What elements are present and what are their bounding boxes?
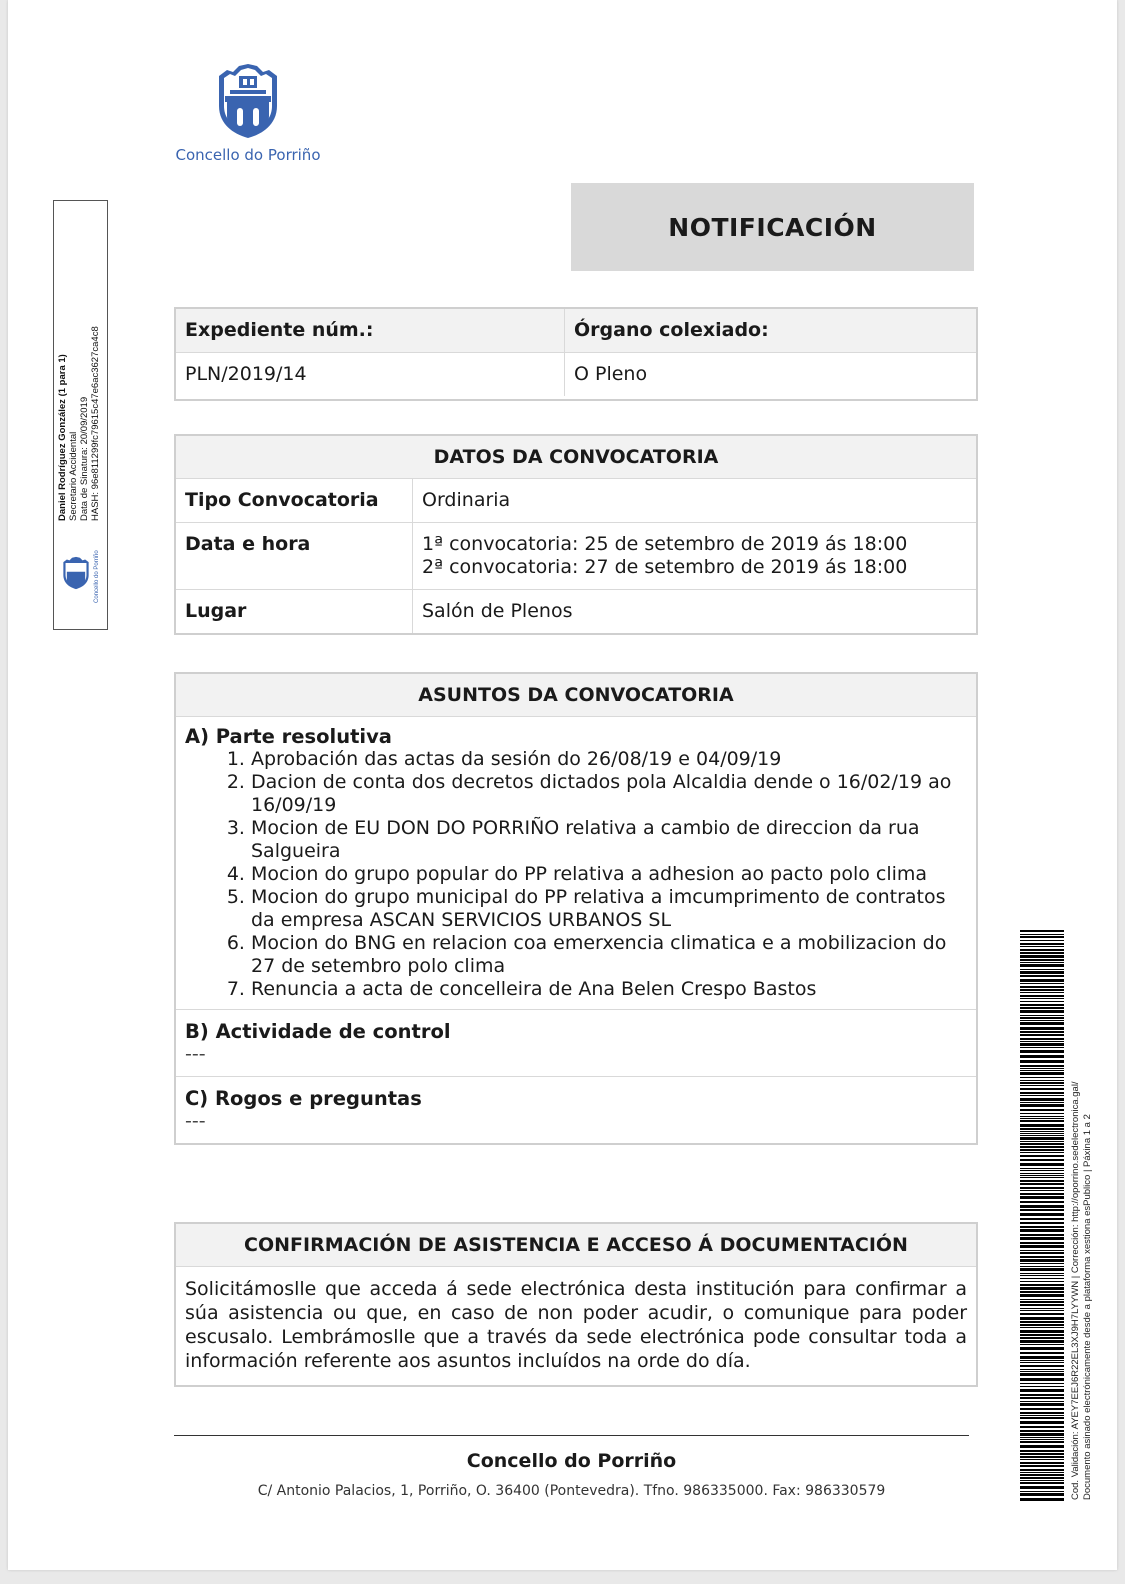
document-page: [8, 0, 1117, 1570]
barcode-bar: [1020, 1015, 1064, 1016]
section-c-content: ---: [185, 1110, 206, 1132]
barcode-bar: [1020, 934, 1064, 935]
barcode-bar: [1020, 1242, 1064, 1244]
section-rogos-preguntas: [176, 1077, 976, 1143]
barcode-bar: [1020, 1389, 1064, 1392]
barcode-bar: [1020, 1252, 1064, 1254]
barcode-bar: [1020, 1330, 1064, 1333]
barcode-bar: [1020, 1187, 1064, 1189]
barcode-bar: [1020, 1168, 1064, 1169]
barcode-bar: [1020, 1412, 1064, 1414]
signature-stamp: [53, 200, 108, 630]
barcode-bar: [1020, 1263, 1064, 1264]
barcode-bar: [1020, 1291, 1064, 1293]
barcode-bar: [1020, 1043, 1064, 1046]
barcode-bar: [1020, 1465, 1064, 1467]
barcode-bar: [1020, 1403, 1064, 1406]
barcode-bar: [1020, 1415, 1064, 1416]
barcode-bar: [1020, 1491, 1064, 1492]
section-b-content: ---: [185, 1043, 206, 1065]
barcode-bar: [1020, 1095, 1064, 1096]
barcode-bar: [1020, 1324, 1064, 1326]
barcode-bar: [1020, 969, 1064, 970]
barcode-bar: [1020, 1327, 1064, 1328]
barcode-bar: [1020, 1313, 1064, 1315]
barcode-bar: [1020, 1317, 1064, 1320]
barcode-bar: [1020, 936, 1064, 938]
barcode-bar: [1020, 1152, 1064, 1153]
section-b-title: B) Actividade de control: [185, 1020, 451, 1043]
barcode-bar: [1020, 1124, 1064, 1127]
barcode-bar: [1020, 1278, 1064, 1279]
agenda-item: 7. Renuncia a acta de concelleira de Ana Belen Crespo Bastos: [251, 978, 967, 1001]
stamp-date: Data de Sinatura: 20/09/2019: [79, 396, 90, 521]
barcode-bar: [1020, 1038, 1064, 1040]
lugar-value: Salón de Plenos: [422, 600, 573, 622]
barcode-bar: [1020, 1421, 1064, 1424]
asuntos-convocatoria-table: [174, 672, 978, 1145]
barcode-bar: [1020, 1141, 1064, 1142]
primeira-convocatoria: 1ª convocatoria: 25 de setembro de 2019 ás 18:00: [422, 533, 908, 555]
validation-line-2: Documento asinado electrónicamente desde a plataforma xestiona esPublico | Páxina 1 a 2: [1082, 1114, 1093, 1500]
footer-address: C/ Antonio Palacios, 1, Porriño, O. 36400 (Pontevedra). Tfno. 986335000. Fax: 986330579: [257, 1483, 886, 1499]
barcode-bar: [1020, 1022, 1064, 1025]
barcode-bar: [1020, 1072, 1064, 1075]
barcode-bar: [1020, 1378, 1064, 1381]
barcode-bar: [1020, 986, 1064, 988]
organo-label: Órgano colexiado:: [565, 309, 976, 352]
coat-of-arms-icon: [215, 62, 281, 140]
barcode-bar: [1020, 1266, 1064, 1267]
barcode-bar: [1020, 1173, 1064, 1174]
barcode-bar: [1020, 1371, 1064, 1372]
datos-convocatoria-table: [174, 434, 978, 635]
organo-value: O Pleno: [574, 363, 648, 385]
barcode-bar: [1020, 943, 1064, 945]
agenda-item: 1. Aprobación das actas da sesión do 26/08/19 e 04/09/19: [251, 748, 967, 771]
datos-header: DATOS DA CONVOCATORIA: [176, 436, 976, 478]
barcode-bar: [1020, 1098, 1064, 1101]
document-title-box: [571, 183, 974, 271]
barcode-bar: [1020, 1352, 1064, 1354]
barcode-bar: [1020, 975, 1064, 977]
barcode-bar: [1020, 1109, 1064, 1111]
barcode-bar: [1020, 1347, 1064, 1350]
barcode-bar: [1020, 1163, 1064, 1166]
barcode-bar: [1020, 1472, 1064, 1473]
barcode-bar: [1020, 1321, 1064, 1323]
tipo-label: Tipo Convocatoria: [176, 479, 413, 522]
logo-text: Concello do Porriño: [175, 146, 321, 164]
barcode-bar: [1020, 930, 1064, 932]
barcode-bar: [1020, 1268, 1064, 1271]
barcode-bar: [1020, 1116, 1064, 1117]
barcode-bar: [1020, 1068, 1064, 1069]
barcode-bar: [1020, 1034, 1064, 1036]
barcode-bar: [1020, 1209, 1064, 1211]
barcode-bar: [1020, 1131, 1064, 1132]
barcode-bar: [1020, 1430, 1064, 1432]
barcode-bar: [1020, 1437, 1064, 1438]
barcode-bar: [1020, 1133, 1064, 1134]
barcode-bar: [1020, 979, 1064, 982]
agenda-item: 6. Mocion do BNG en relacion coa emerxencia climatica e a mobilizacion do 27 de setembro polo clima: [251, 932, 967, 978]
barcode-bar: [1020, 1143, 1064, 1145]
barcode-bar: [1020, 1137, 1064, 1140]
barcode-bar: [1020, 1055, 1064, 1058]
barcode-bar: [1020, 1222, 1064, 1224]
barcode-bar: [1020, 1360, 1064, 1361]
lugar-label: Lugar: [176, 590, 413, 633]
agenda-item: 4. Mocion do grupo popular do PP relativa a adhesion ao pacto polo clima: [251, 863, 967, 886]
barcode-bar: [1020, 1273, 1064, 1274]
barcode-bar: [1020, 1237, 1064, 1240]
barcode-bar: [1020, 1065, 1064, 1067]
barcode-bar: [1020, 1426, 1064, 1428]
barcode-bar: [1020, 1120, 1064, 1122]
barcode-bar: [1020, 1337, 1064, 1339]
barcode-bar: [1020, 1218, 1064, 1220]
barcode-bar: [1020, 1493, 1064, 1496]
barcode-bar: [1020, 1486, 1064, 1489]
barcode-bar: [1020, 1453, 1064, 1455]
barcode-bar: [1020, 1334, 1064, 1336]
barcode-bar: [1020, 1365, 1064, 1367]
barcode-bar: [1020, 1213, 1064, 1216]
confirmacion-box: [174, 1222, 978, 1387]
barcode-bar: [1020, 1369, 1064, 1370]
barcode-bar: [1020, 1294, 1064, 1297]
barcode-bar: [1020, 1275, 1064, 1276]
barcode-bar: [1020, 1401, 1064, 1402]
barcode-bar: [1020, 1031, 1064, 1033]
barcode-bar: [1020, 964, 1064, 967]
barcode-bar: [1020, 1201, 1064, 1203]
barcode-bar: [1020, 971, 1064, 974]
barcode-bar: [1020, 1135, 1064, 1136]
barcode-bar: [1020, 940, 1064, 941]
barcode-bar: [1020, 1104, 1064, 1107]
barcode-bar: [1020, 1373, 1064, 1376]
barcode-bar: [1020, 992, 1064, 993]
agenda-item: 2. Dacion de conta dos decretos dictados pola Alcaldia dende o 16/02/19 ao 16/09/19: [251, 771, 967, 817]
barcode-bar: [1020, 1256, 1064, 1258]
stamp-logo-icon: [60, 556, 92, 594]
stamp-logo-label: Concello do Porriño: [94, 550, 100, 603]
barcode: [1020, 930, 1064, 1502]
barcode-bar: [1020, 1356, 1064, 1359]
barcode-bar: [1020, 1155, 1064, 1157]
stamp-role: Secretario Accidental: [68, 431, 79, 521]
barcode-bar: [1020, 989, 1064, 991]
barcode-bar: [1020, 1146, 1064, 1148]
barcode-bar: [1020, 1498, 1064, 1501]
barcode-bar: [1020, 1397, 1064, 1399]
barcode-bar: [1020, 1362, 1064, 1363]
barcode-bar: [1020, 1408, 1064, 1410]
barcode-bar: [1020, 1175, 1064, 1176]
barcode-bar: [1020, 1205, 1064, 1208]
barcode-bar: [1020, 1007, 1064, 1009]
barcode-bar: [1020, 1001, 1064, 1002]
barcode-bar: [1020, 995, 1064, 997]
barcode-bar: [1020, 983, 1064, 984]
barcode-bar: [1020, 1304, 1064, 1306]
barcode-bar: [1020, 959, 1064, 961]
barcode-bar: [1020, 949, 1064, 951]
barcode-bar: [1020, 1287, 1064, 1290]
data-hora-value: [413, 523, 976, 589]
barcode-bar: [1020, 1041, 1064, 1042]
barcode-bar: [1020, 998, 1064, 999]
barcode-bar: [1020, 1077, 1064, 1078]
barcode-bar: [1020, 955, 1064, 958]
agenda-list: [185, 748, 967, 1001]
barcode-bar: [1020, 1310, 1064, 1311]
barcode-bar: [1020, 1180, 1064, 1182]
barcode-bar: [1020, 1445, 1064, 1448]
barcode-bar: [1020, 1477, 1064, 1479]
barcode-bar: [1020, 1245, 1064, 1248]
asuntos-header: ASUNTOS DA CONVOCATORIA: [176, 674, 976, 716]
barcode-bar: [1020, 1433, 1064, 1436]
barcode-bar: [1020, 1085, 1064, 1086]
barcode-bar: [1020, 1092, 1064, 1094]
barcode-bar: [1020, 1229, 1064, 1232]
barcode-bar: [1020, 1193, 1064, 1195]
stamp-signer: Daniel Rodríguez González (1 para 1): [57, 354, 68, 521]
barcode-bar: [1020, 1344, 1064, 1345]
agenda-item: 3. Mocion de EU DON DO PORRIÑO relativa a cambio de direccion da rua Salgueira: [251, 817, 967, 863]
barcode-bar: [1020, 1383, 1064, 1384]
barcode-bar: [1020, 1469, 1064, 1471]
barcode-bar: [1020, 1417, 1064, 1419]
confirm-header: CONFIRMACIÓN DE ASISTENCIA E ACCESO Á DOCUMENTACIÓN: [176, 1224, 976, 1266]
barcode-bar: [1020, 1017, 1064, 1019]
barcode-bar: [1020, 1386, 1064, 1387]
segunda-convocatoria: 2ª convocatoria: 27 de setembro de 2019 ás 18:00: [422, 556, 908, 578]
data-hora-label: Data e hora: [176, 523, 413, 589]
barcode-bar: [1020, 1456, 1064, 1458]
barcode-bar: [1020, 1159, 1064, 1161]
barcode-bar: [1020, 1170, 1064, 1171]
barcode-bar: [1020, 1259, 1064, 1262]
barcode-bar: [1020, 1088, 1064, 1090]
barcode-bar: [1020, 1070, 1064, 1071]
barcode-bar: [1020, 1394, 1064, 1396]
barcode-bar: [1020, 1301, 1064, 1303]
barcode-bar: [1020, 1050, 1064, 1053]
barcode-bar: [1020, 1102, 1064, 1103]
section-c-title: C) Rogos e preguntas: [185, 1087, 422, 1110]
section-actividade-control: [176, 1010, 976, 1076]
barcode-bar: [1020, 1047, 1064, 1048]
section-a-title: A) Parte resolutiva: [185, 725, 392, 748]
barcode-bar: [1020, 946, 1064, 947]
tipo-value: Ordinaria: [422, 489, 511, 511]
expediente-table: [174, 307, 978, 401]
barcode-bar: [1020, 1439, 1064, 1440]
barcode-bar: [1020, 1060, 1064, 1063]
barcode-bar: [1020, 1308, 1064, 1309]
concello-logo: [168, 62, 328, 164]
barcode-bar: [1020, 1226, 1064, 1228]
barcode-bar: [1020, 1234, 1064, 1236]
section-parte-resolutiva: [176, 717, 976, 1009]
barcode-bar: [1020, 1462, 1064, 1464]
barcode-bar: [1020, 1480, 1064, 1481]
validation-text: [1070, 1010, 1094, 1500]
barcode-bar: [1020, 1299, 1064, 1300]
validation-line-1: Cod. Validación: AYEY7EEJ6R22EL3XJ9H7LYYWN | Corrección: http://oporrino.sedelectronica.gal/: [1070, 1081, 1081, 1500]
barcode-bar: [1020, 1118, 1064, 1119]
barcode-bar: [1020, 1459, 1064, 1460]
barcode-bar: [1020, 1450, 1064, 1452]
barcode-bar: [1020, 1340, 1064, 1343]
barcode-bar: [1020, 1149, 1064, 1151]
barcode-bar: [1020, 1196, 1064, 1199]
barcode-bar: [1020, 1281, 1064, 1282]
barcode-bar: [1020, 1250, 1064, 1251]
confirm-text: Solicitámoslle que acceda á sede electrónica desta institución para confirmar a súa asistencia ou que, en caso de non poder acudir, o comunique para poder escusalo. Lembrámoslle que a través da sede electrónica pode consultar toda a información referente aos asuntos incluídos na orde do día.: [185, 1278, 967, 1372]
barcode-bar: [1020, 1177, 1064, 1178]
barcode-bar: [1020, 1128, 1064, 1130]
footer-name: Concello do Porriño: [466, 1450, 677, 1472]
stamp-hash: HASH: 96e811299fc79615c47e6ac3627ca4c8: [90, 326, 101, 521]
agenda-item: 5. Mocion do grupo municipal do PP relativa a imcumprimento de contratos da empresa ASCAN SERVICIOS URBANOS SL: [251, 886, 967, 932]
barcode-bar: [1020, 952, 1064, 954]
barcode-bar: [1020, 1010, 1064, 1013]
barcode-bar: [1020, 962, 1064, 963]
footer-divider: [174, 1435, 969, 1436]
barcode-bar: [1020, 1183, 1064, 1185]
barcode-bar: [1020, 1020, 1064, 1021]
barcode-bar: [1020, 1080, 1064, 1081]
barcode-bar: [1020, 1482, 1064, 1484]
barcode-bar: [1020, 1441, 1064, 1443]
barcode-bar: [1020, 1113, 1064, 1114]
expediente-value: PLN/2019/14: [176, 353, 565, 396]
expediente-label: Expediente núm.:: [176, 309, 565, 352]
barcode-bar: [1020, 1190, 1064, 1191]
document-title: NOTIFICACIÓN: [668, 212, 877, 242]
barcode-bar: [1020, 1082, 1064, 1084]
barcode-bar: [1020, 1284, 1064, 1286]
barcode-bar: [1020, 1027, 1064, 1030]
barcode-bar: [1020, 1474, 1064, 1476]
barcode-bar: [1020, 1004, 1064, 1006]
